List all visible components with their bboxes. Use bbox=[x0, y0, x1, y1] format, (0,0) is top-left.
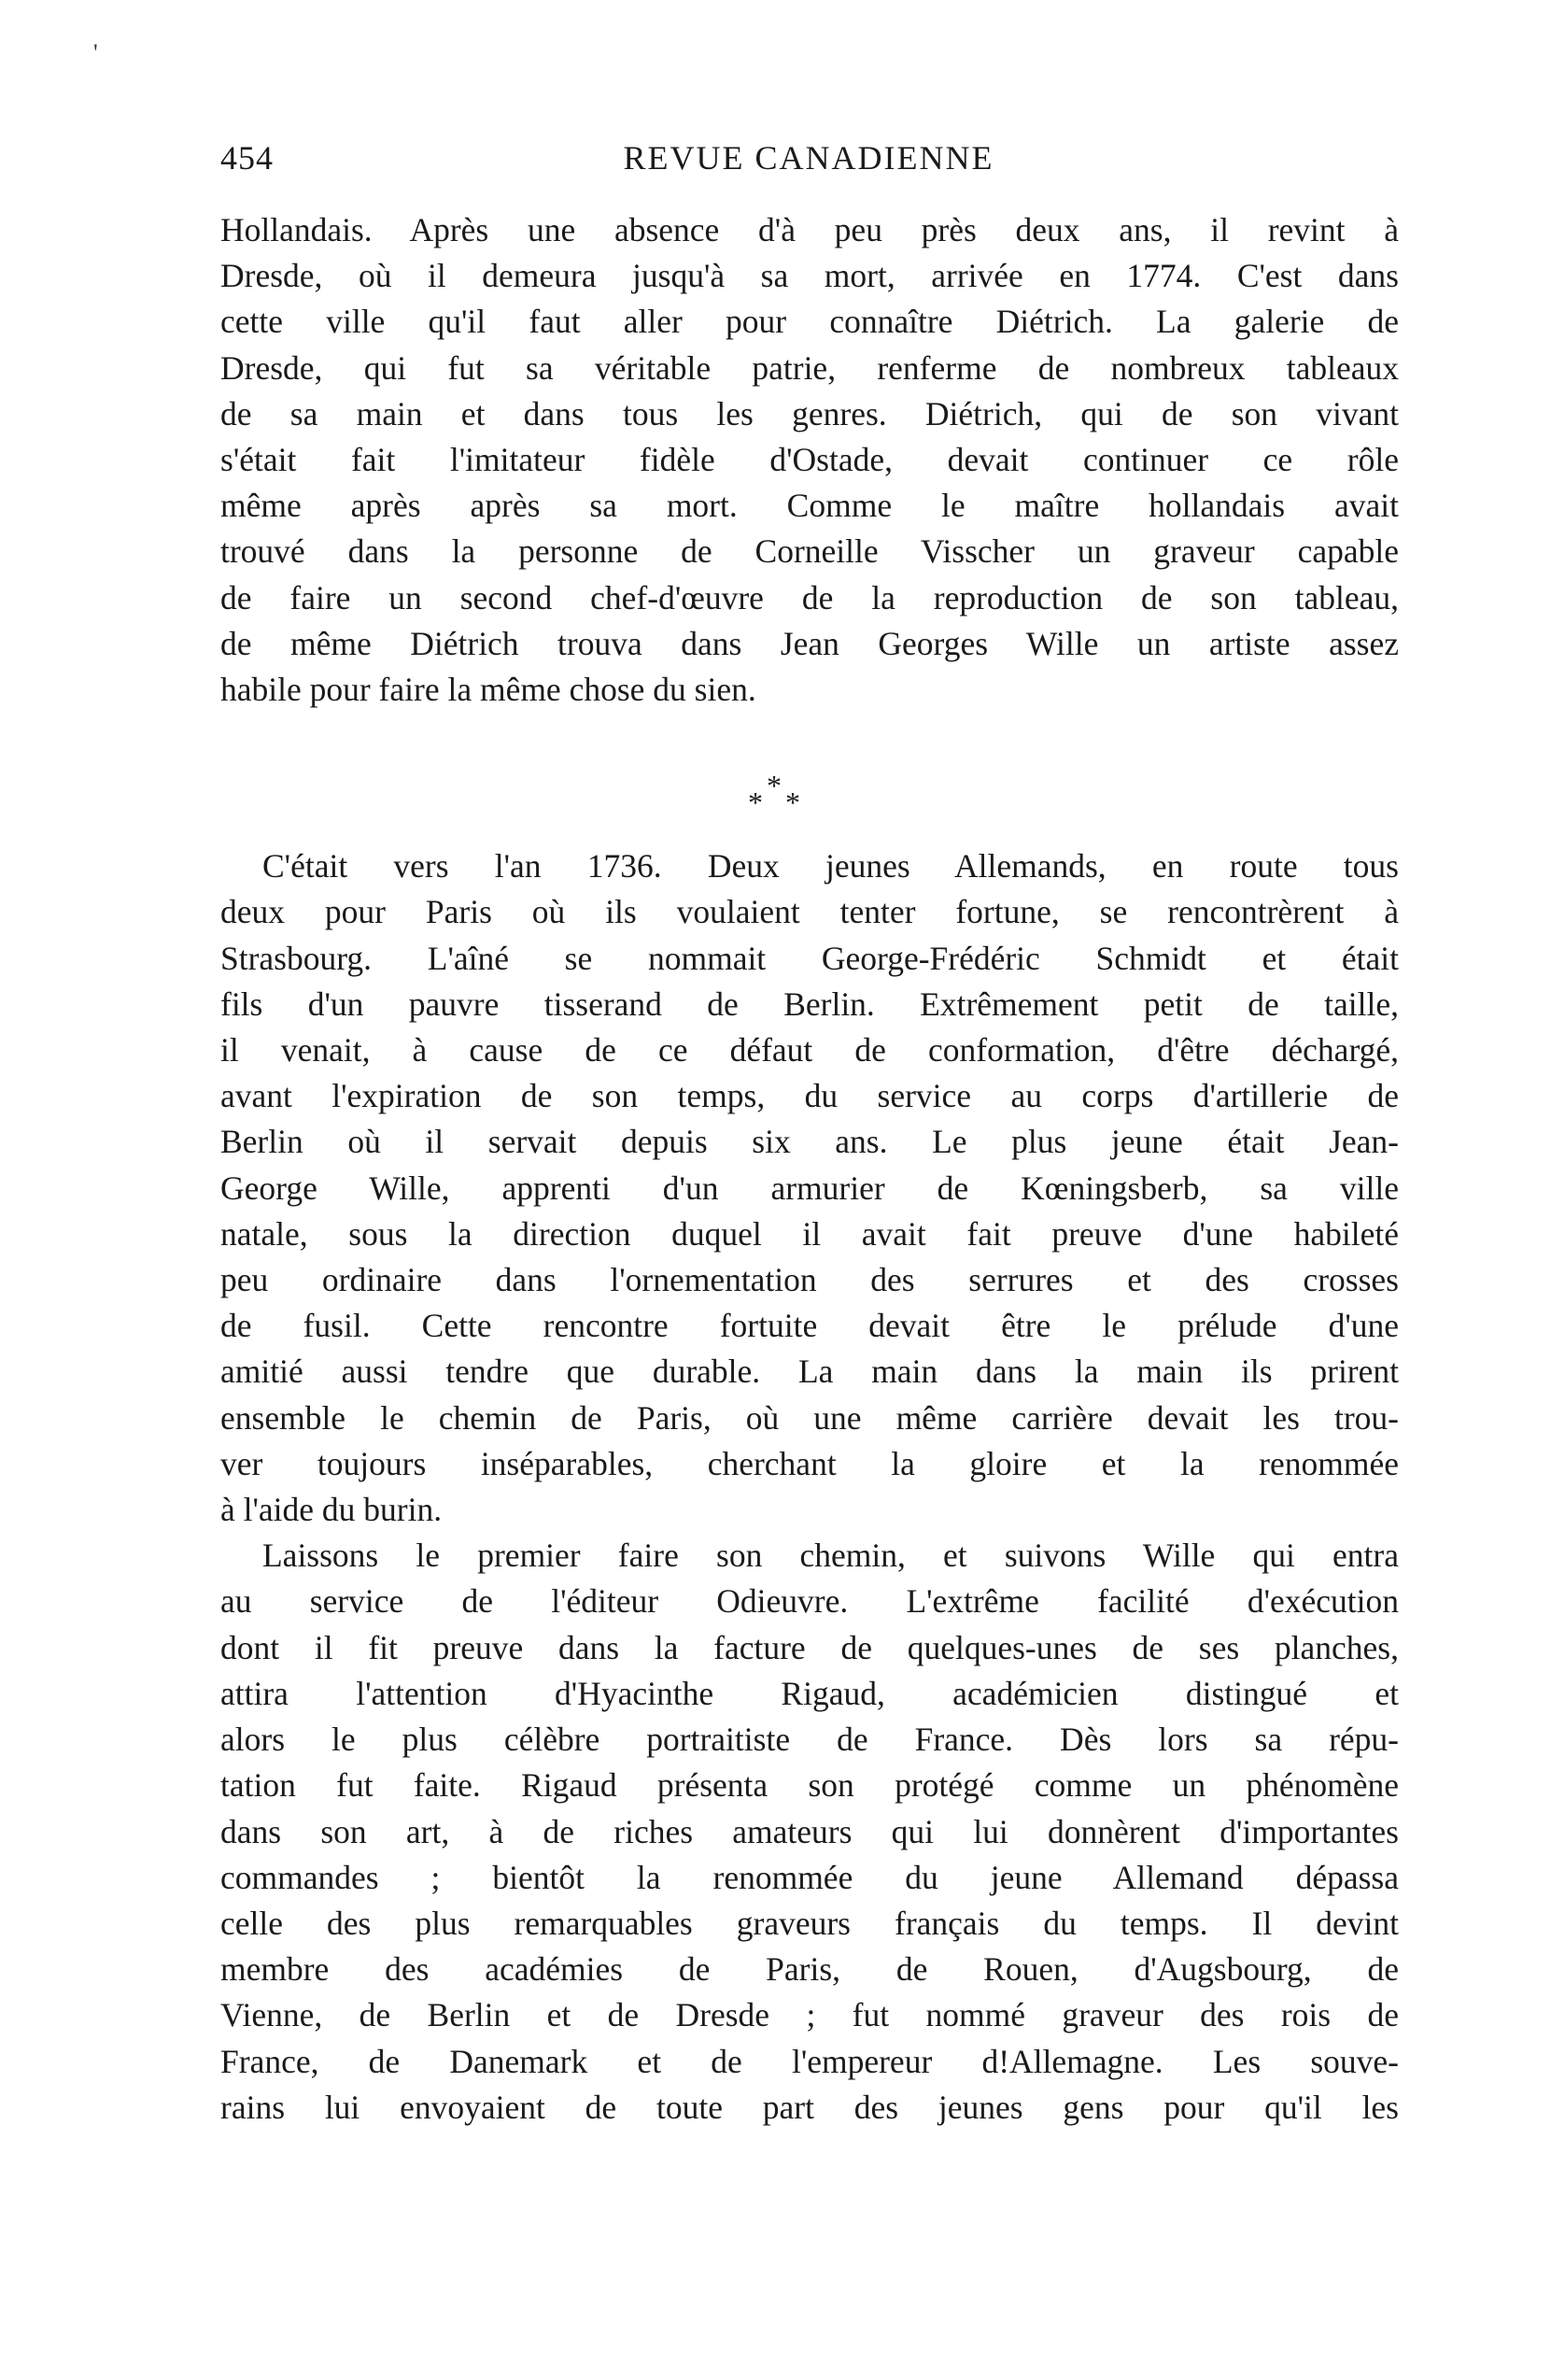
text-line: ensemble le chemin de Paris, où une même carrière devait les trou- bbox=[220, 1398, 1399, 1437]
page-header bbox=[220, 138, 1397, 185]
text-line: rains lui envoyaient de toute part des jeunes gens pour qu'il les bbox=[220, 2088, 1399, 2126]
text-line: dont il fit preuve dans la facture de quelques-unes de ses planches, bbox=[220, 1628, 1399, 1666]
text-line: Laissons le premier faire son chemin, et suivons Wille qui entra bbox=[262, 1537, 1399, 1575]
text-line: peu ordinaire dans l'ornementation des serrures et des crosses bbox=[220, 1261, 1399, 1299]
body-text bbox=[220, 207, 1399, 2131]
text-line: dans son art, à de riches amateurs qui lui donnèrent d'importantes bbox=[220, 1812, 1399, 1850]
text-line: à l'aide du burin. bbox=[220, 1491, 443, 1529]
text-line: habile pour faire la même chose du sien. bbox=[220, 671, 756, 709]
text-line: de fusil. Cette rencontre fortuite devait être le prélude d'une bbox=[220, 1307, 1399, 1345]
text-line: natale, sous la direction duquel il avait fait preuve d'une habileté bbox=[220, 1214, 1399, 1253]
text-line: Strasbourg. L'aîné se nommait George-Frédéric Schmidt et était bbox=[220, 939, 1399, 977]
text-line: Hollandais. Après une absence d'à peu près deux ans, il revint à bbox=[220, 211, 1399, 248]
text-line: trouvé dans la personne de Corneille Visscher un graveur capable bbox=[220, 532, 1399, 571]
text-line: C'était vers l'an 1736. Deux jeunes Allemands, en route tous bbox=[262, 847, 1399, 885]
text-line: ver toujours inséparables, cherchant la gloire et la renommée bbox=[220, 1444, 1399, 1482]
text-line: attira l'attention d'Hyacinthe Rigaud, académicien distingué et bbox=[220, 1674, 1399, 1712]
text-line: France, de Danemark et de l'empereur d!Allemagne. Les souve- bbox=[220, 2042, 1399, 2080]
text-line: même après après sa mort. Comme le maître hollandais avait bbox=[220, 487, 1399, 525]
section-asterism bbox=[220, 713, 1399, 843]
text-line: avant l'expiration de son temps, du service au corps d'artillerie de bbox=[220, 1077, 1399, 1115]
text-line: deux pour Paris où ils voulaient tenter fortune, se rencontrèrent à bbox=[220, 893, 1399, 931]
text-line: de sa main et dans tous les genres. Diétrich, qui de son vivant bbox=[220, 394, 1399, 432]
paragraph bbox=[220, 843, 1399, 1533]
text-line: de faire un second chef-d'œuvre de la reproduction de son tableau, bbox=[220, 578, 1399, 616]
stray-mark: ' bbox=[93, 39, 98, 66]
text-line: au service de l'éditeur Odieuvre. L'extrême facilité d'exécution bbox=[220, 1582, 1399, 1621]
text-line: commandes ; bientôt la renommée du jeune Allemand dépassa bbox=[220, 1858, 1399, 1896]
text-line: Berlin où il servait depuis six ans. Le plus jeune était Jean- bbox=[220, 1123, 1399, 1161]
text-line: membre des académies de Paris, de Rouen, d'Augsbourg, de bbox=[220, 1950, 1399, 1989]
text-line: s'était fait l'imitateur fidèle d'Ostade, devait continuer ce rôle bbox=[220, 441, 1399, 479]
text-line: fils d'un pauvre tisserand de Berlin. Extrêmement petit de taille, bbox=[220, 985, 1399, 1023]
text-line: cette ville qu'il faut aller pour connaître Diétrich. La galerie de bbox=[220, 303, 1399, 341]
asterism-star: * bbox=[748, 786, 763, 820]
text-line: Dresde, qui fut sa véritable patrie, renferme de nombreux tableaux bbox=[220, 348, 1399, 387]
text-line: Vienne, de Berlin et de Dresde ; fut nommé graveur des rois de bbox=[220, 1996, 1399, 2034]
text-line: George Wille, apprenti d'un armurier de Kœningsberb, sa ville bbox=[220, 1169, 1399, 1207]
asterism-star: * bbox=[767, 769, 782, 803]
text-line: de même Diétrich trouva dans Jean Georges Wille un artiste assez bbox=[220, 624, 1399, 662]
running-title: REVUE CANADIENNE bbox=[623, 139, 994, 177]
text-line: il venait, à cause de ce défaut de conformation, d'être déchargé, bbox=[220, 1031, 1399, 1070]
text-line: alors le plus célèbre portraitiste de France. Dès lors sa répu- bbox=[220, 1721, 1399, 1759]
text-line: celle des plus remarquables graveurs français du temps. Il devint bbox=[220, 1904, 1399, 1942]
asterism-star: * bbox=[785, 786, 800, 820]
text-line: amitié aussi tendre que durable. La main dans la main ils prirent bbox=[220, 1353, 1399, 1391]
text-line: Dresde, où il demeura jusqu'à sa mort, arrivée en 1774. C'est dans bbox=[220, 257, 1399, 295]
page-number: 454 bbox=[220, 139, 274, 177]
paragraph bbox=[220, 1533, 1399, 2131]
text-line: tation fut faite. Rigaud présenta son protégé comme un phénomène bbox=[220, 1766, 1399, 1805]
paragraph-continued bbox=[220, 207, 1399, 713]
